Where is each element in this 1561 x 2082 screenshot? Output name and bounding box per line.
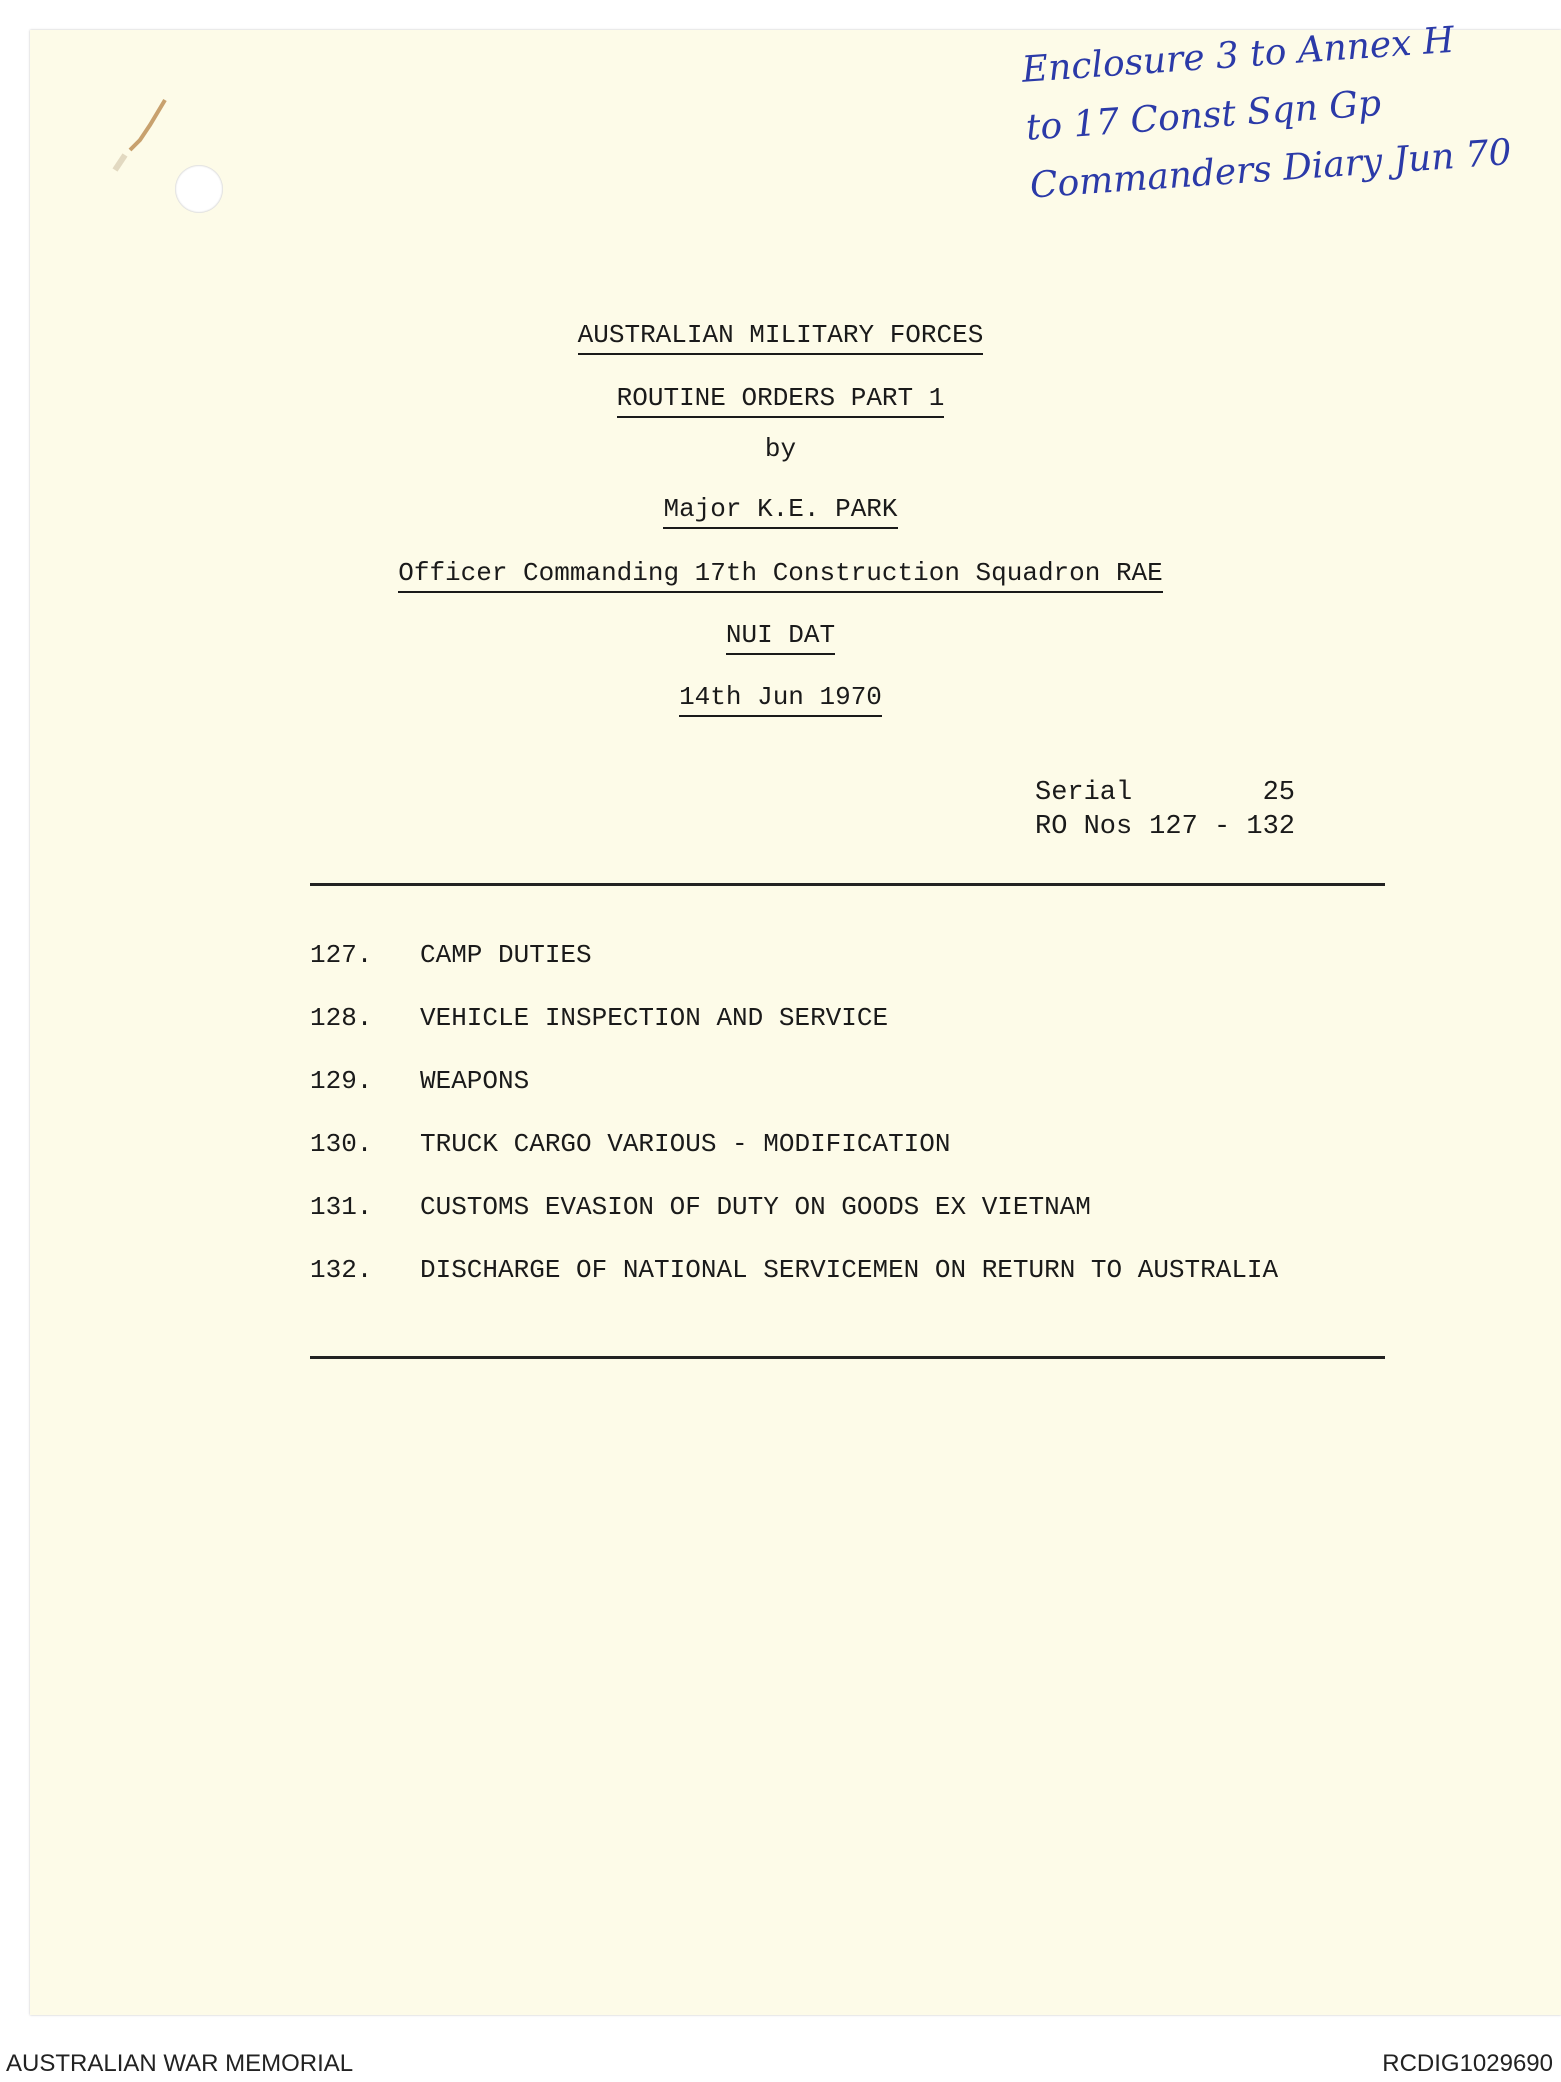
org-heading — [0, 320, 1561, 355]
by-line — [0, 434, 1561, 467]
annotation-line: to 17 Const Sqn Gp — [1024, 83, 1383, 149]
order-title: CUSTOMS EVASION OF DUTY ON GOODS EX VIETNAM — [420, 1192, 1091, 1222]
list-item — [310, 1129, 1410, 1192]
orders-title: ROUTINE ORDERS PART 1 — [617, 383, 945, 418]
serial-value: 25 — [1262, 778, 1295, 808]
order-title: VEHICLE INSPECTION AND SERVICE — [420, 1003, 889, 1033]
serial-label: Serial — [1035, 778, 1133, 808]
order-number: 131. — [310, 1192, 373, 1222]
punch-hole — [175, 165, 223, 213]
by-text: by — [764, 434, 797, 464]
date-text: 14th Jun 1970 — [679, 682, 882, 717]
order-title: DISCHARGE OF NATIONAL SERVICEMEN ON RETURN TO AUSTRALIA — [420, 1255, 1279, 1285]
order-number: 132. — [310, 1255, 373, 1285]
date-heading — [0, 682, 1561, 717]
ro-value: 127 - 132 — [1149, 812, 1295, 842]
location-heading — [0, 620, 1561, 655]
list-item — [310, 1192, 1410, 1255]
order-title: TRUCK CARGO VARIOUS - MODIFICATION — [420, 1129, 951, 1159]
location-text: NUI DAT — [726, 620, 835, 655]
order-number: 127. — [310, 940, 373, 970]
orders-heading — [0, 383, 1561, 418]
org-title: AUSTRALIAN MILITARY FORCES — [578, 320, 984, 355]
order-number: 128. — [310, 1003, 373, 1033]
bottom-divider — [310, 1356, 1385, 1359]
top-divider — [310, 883, 1385, 886]
order-title: CAMP DUTIES — [420, 940, 592, 970]
archive-credit: AUSTRALIAN WAR MEMORIAL — [6, 2050, 354, 2077]
author-name: Major K.E. PARK — [663, 494, 897, 529]
order-number: 130. — [310, 1129, 373, 1159]
orders-list — [310, 940, 1410, 1318]
order-number: 129. — [310, 1066, 373, 1096]
rust-mark — [110, 95, 180, 175]
list-item — [310, 940, 1410, 1003]
order-title: WEAPONS — [420, 1066, 530, 1096]
unit-heading — [0, 558, 1561, 593]
annotation-line: Commanders Diary Jun 70 — [1028, 132, 1513, 207]
record-id: RCDIG1029690 — [1382, 2050, 1553, 2077]
ro-label: RO Nos — [1035, 812, 1133, 842]
handwritten-annotation — [1020, 6, 1551, 216]
list-item — [310, 1066, 1410, 1129]
list-item — [310, 1255, 1410, 1318]
annotation-line: Enclosure 3 to Annex H — [1020, 19, 1456, 91]
author-heading — [0, 494, 1561, 529]
unit-title: Officer Commanding 17th Construction Squadron RAE — [398, 558, 1163, 593]
serial-block — [1035, 776, 1295, 844]
list-item — [310, 1003, 1410, 1066]
